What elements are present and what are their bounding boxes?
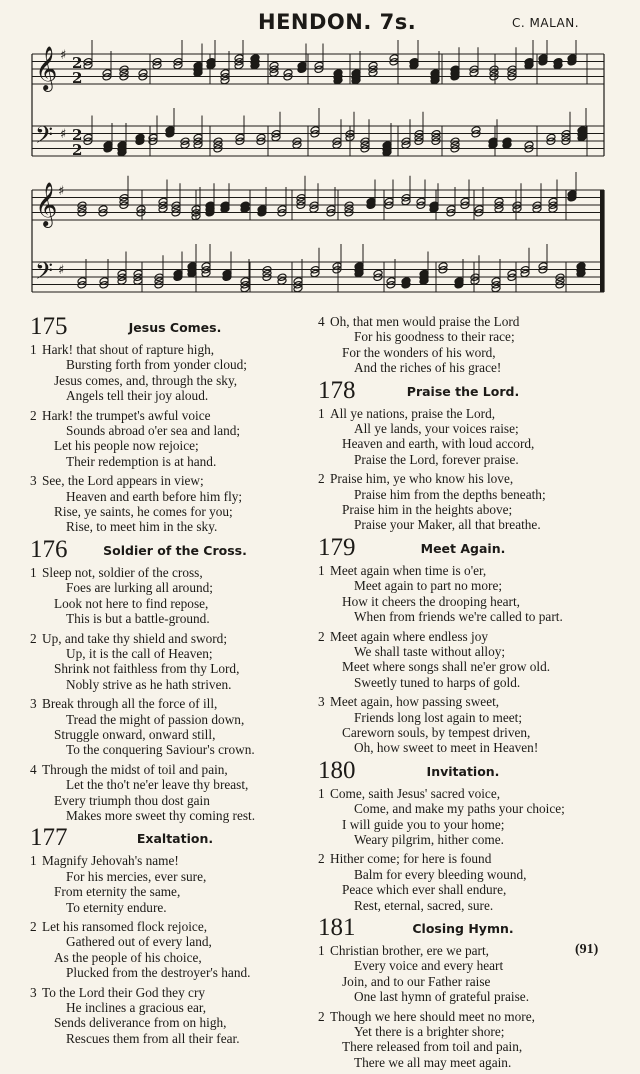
verse-text: Come, and make my paths your choice; xyxy=(354,801,565,817)
notehead xyxy=(269,69,279,78)
notehead xyxy=(271,133,281,142)
verse-line xyxy=(318,943,608,958)
verse-line xyxy=(30,423,320,438)
notehead xyxy=(201,269,211,278)
verse-line xyxy=(318,817,608,832)
hymn-number: 176 xyxy=(30,535,68,563)
stanza xyxy=(318,563,608,625)
verse-text: Up, and take thy shield and sword; xyxy=(42,630,228,646)
hymn-header xyxy=(318,914,608,943)
notehead xyxy=(494,205,504,214)
stanza-number: 2 xyxy=(318,851,325,867)
stanza xyxy=(318,851,608,913)
verse-line xyxy=(318,329,608,344)
hymn-title: Jesus Comes. xyxy=(128,320,222,335)
notehead xyxy=(83,61,93,70)
stanza xyxy=(318,694,608,756)
verse-text: Careworn souls, by tempest driven, xyxy=(342,724,531,740)
verse-line xyxy=(30,742,320,757)
verse-line xyxy=(318,436,608,451)
verse-line xyxy=(318,1055,608,1070)
verse-text: Balm for every bleeding wound, xyxy=(354,866,527,882)
hymn-number: 180 xyxy=(318,756,356,784)
verse-text: Praise him, ye who know his love, xyxy=(330,471,514,487)
verse-line xyxy=(318,644,608,659)
stanza xyxy=(318,943,608,1005)
verse-text: And the riches of his grace! xyxy=(354,360,502,376)
verse-line xyxy=(30,357,320,372)
hymn-block xyxy=(318,756,608,913)
verse-line xyxy=(318,502,608,517)
verse-text: Christian brother, ere we part, xyxy=(330,943,489,958)
stanza-number: 4 xyxy=(30,761,37,777)
verse-text: Sends deliverance from on high, xyxy=(54,1015,227,1031)
verse-text: To the conquering Saviour's crown. xyxy=(66,742,255,758)
hymn-number: 179 xyxy=(318,533,356,561)
verse-line xyxy=(30,373,320,388)
music-score xyxy=(30,40,608,306)
verse-line xyxy=(30,504,320,519)
treble-clef-icon: 𝄞 xyxy=(35,182,58,226)
stanza xyxy=(30,631,320,693)
verse-text: Every voice and every heart xyxy=(354,958,504,974)
stanza-number: 2 xyxy=(318,1008,325,1024)
stanza-number: 2 xyxy=(318,471,325,487)
verse-line xyxy=(30,408,320,423)
notehead xyxy=(512,205,522,214)
verse-text: Rescues them from all their fear. xyxy=(66,1030,240,1046)
verse-line xyxy=(30,661,320,676)
verse-line xyxy=(30,489,320,504)
verse-line xyxy=(318,882,608,897)
stanza-number: 1 xyxy=(30,342,37,357)
hymn-number: 175 xyxy=(30,313,68,340)
hymn-number: 178 xyxy=(318,376,356,404)
verse-text: Nobly strive as he hath striven. xyxy=(66,676,232,692)
stanza-number: 1 xyxy=(318,943,325,958)
verse-line xyxy=(30,869,320,884)
verse-line xyxy=(318,563,608,578)
verse-line xyxy=(30,646,320,661)
notehead xyxy=(491,284,501,293)
stanza-number: 3 xyxy=(30,984,37,1000)
verse-text: He inclines a gracious ear, xyxy=(66,1000,207,1016)
verse-text: Though we here should meet no more, xyxy=(330,1008,535,1024)
verse-line xyxy=(318,710,608,725)
stanza xyxy=(30,919,320,981)
verse-text: For the wonders of his word, xyxy=(342,344,496,360)
verse-line xyxy=(318,578,608,593)
notehead xyxy=(368,69,378,78)
notehead xyxy=(520,269,530,278)
hymn-header xyxy=(318,756,608,786)
verse-line xyxy=(318,867,608,882)
notehead xyxy=(292,141,302,150)
verse-line xyxy=(30,777,320,792)
verse-line xyxy=(318,517,608,532)
verse-text: Hither come; for here is found xyxy=(330,851,492,867)
verse-line xyxy=(30,388,320,403)
verse-text: For his mercies, ever sure, xyxy=(66,868,207,884)
bass-clef-icon: 𝄢 xyxy=(35,257,54,290)
verse-line xyxy=(30,580,320,595)
verse-text: Their redemption is at hand. xyxy=(66,453,217,469)
hymn-title: Praise the Lord. xyxy=(406,383,520,399)
hymn-number: 181 xyxy=(318,914,356,941)
verse-line xyxy=(30,884,320,899)
verse-text: Gathered out of every land, xyxy=(66,934,212,950)
verse-text: Praise him in the heights above; xyxy=(342,502,513,518)
verse-text: Meet where songs shall ne'er grow old. xyxy=(342,659,551,675)
stanza xyxy=(318,1009,608,1071)
sharp-icon: ♯ xyxy=(60,127,67,142)
sharp-icon: ♯ xyxy=(58,184,65,199)
verse-line xyxy=(318,786,608,801)
verse-text: Meet again to part no more; xyxy=(354,578,503,594)
notehead xyxy=(180,141,190,150)
verse-text: Break through all the force of ill, xyxy=(42,696,218,712)
verse-text: Heaven and earth, with loud accord, xyxy=(342,436,535,452)
notehead xyxy=(158,205,168,214)
verse-text: All ye nations, praise the Lord, xyxy=(330,405,496,421)
verse-line xyxy=(30,677,320,692)
stanza-number: 2 xyxy=(30,407,37,423)
verse-text: Weary pilgrim, hither come. xyxy=(354,831,504,847)
notehead xyxy=(469,69,479,78)
verse-line xyxy=(318,725,608,740)
notehead xyxy=(310,269,320,278)
verse-text: Praise the Lord, forever praise. xyxy=(354,451,519,467)
verse-text: Sounds abroad o'er sea and land; xyxy=(66,423,241,439)
verse-text: This is but a battle-ground. xyxy=(66,611,210,627)
notehead xyxy=(293,284,303,293)
verse-line xyxy=(30,1000,320,1015)
verse-line xyxy=(30,950,320,965)
verse-line xyxy=(318,594,608,609)
stanza xyxy=(30,565,320,627)
hymn-block xyxy=(318,376,608,533)
stanza-number: 2 xyxy=(30,919,37,934)
verse-text: Hark! the trumpet's awful voice xyxy=(42,407,211,423)
stanza xyxy=(30,408,320,470)
verse-text: There released from toil and pain, xyxy=(342,1039,523,1055)
stanza xyxy=(30,342,320,404)
verse-line xyxy=(318,898,608,913)
notehead xyxy=(152,61,162,70)
verse-line xyxy=(318,314,608,329)
verse-line xyxy=(318,1039,608,1054)
verse-text: Rise, ye saints, he comes for you; xyxy=(54,504,233,520)
verse-line xyxy=(318,989,608,1004)
verse-line xyxy=(30,900,320,915)
verse-line xyxy=(318,421,608,436)
stanza-number: 3 xyxy=(318,694,325,710)
verse-text: From eternity the same, xyxy=(54,884,181,900)
verse-text: Every triumph thou dost gain xyxy=(54,792,210,808)
time-signature-top: 2 xyxy=(72,54,83,72)
stanza-number: 1 xyxy=(30,853,37,869)
verse-line xyxy=(318,740,608,755)
verse-text: Jesus comes, and, through the sky, xyxy=(54,372,238,388)
verse-line xyxy=(30,611,320,626)
notehead xyxy=(332,141,342,150)
hymn-title: Closing Hymn. xyxy=(412,921,514,936)
hymn-title: Soldier of the Cross. xyxy=(103,542,247,558)
verse-text: Hark! that shout of rapture high, xyxy=(42,342,215,357)
verse-text: We shall taste without alloy; xyxy=(354,643,506,659)
verse-line xyxy=(318,958,608,973)
verse-text: Friends long lost again to meet; xyxy=(354,709,523,725)
stanza-number: 2 xyxy=(318,628,325,644)
stanza xyxy=(318,786,608,848)
verse-text: Sleep not, soldier of the cross, xyxy=(42,564,203,580)
hymn-block xyxy=(30,824,320,1046)
notehead xyxy=(401,141,411,150)
verse-text: Look not here to find repose, xyxy=(54,595,209,611)
verse-text: I will guide you to your home; xyxy=(342,816,505,832)
stanza-number: 4 xyxy=(318,314,325,329)
verse-line xyxy=(30,696,320,711)
verse-text: See, the Lord appears in view; xyxy=(42,473,204,489)
verse-text: Oh, that men would praise the Lord xyxy=(330,314,520,329)
verse-line xyxy=(30,808,320,823)
verse-text: Foes are lurking all around; xyxy=(66,580,213,596)
treble-clef-icon: 𝄞 xyxy=(35,46,58,90)
verse-line xyxy=(318,629,608,644)
verse-line xyxy=(30,853,320,868)
verse-line xyxy=(318,471,608,486)
verse-line xyxy=(318,452,608,467)
verse-line xyxy=(318,1024,608,1039)
notehead xyxy=(548,205,558,214)
stanza xyxy=(318,629,608,691)
verse-text: Praise him from the depths beneath; xyxy=(354,486,546,502)
verse-text: Let the tho't ne'er leave thy breast, xyxy=(66,777,249,793)
time-signature-top: 2 xyxy=(72,126,83,144)
sharp-icon: ♯ xyxy=(58,263,65,278)
stanza xyxy=(318,406,608,468)
hymn-block xyxy=(318,533,608,756)
verse-text: Yet there is a brighter shore; xyxy=(354,1024,505,1040)
verse-line xyxy=(30,454,320,469)
verse-line xyxy=(318,675,608,690)
notehead xyxy=(173,61,183,70)
verse-line xyxy=(318,406,608,421)
verse-text: Let his people now rejoice; xyxy=(54,438,199,454)
verse-text: Angels tell their joy aloud. xyxy=(66,388,209,404)
verse-text: Plucked from the destroyer's hand. xyxy=(66,965,251,981)
verse-text: Oh, how sweet to meet in Heaven! xyxy=(354,740,539,756)
verse-text: Rise, to meet him in the sky. xyxy=(66,519,218,535)
sharp-icon: ♯ xyxy=(60,48,67,63)
verse-line xyxy=(30,985,320,1000)
verse-text: There we all may meet again. xyxy=(354,1054,512,1070)
hymn-header xyxy=(30,535,320,565)
verse-text: Meet again where endless joy xyxy=(330,628,489,644)
verse-line xyxy=(30,762,320,777)
stanza xyxy=(30,762,320,824)
verse-text: Tread the might of passion down, xyxy=(66,711,245,727)
verse-text: Peace which ever shall endure, xyxy=(342,882,507,898)
verse-text: For his goodness to their race; xyxy=(354,329,515,345)
hymn-header xyxy=(30,824,320,853)
stanza xyxy=(318,471,608,533)
notehead xyxy=(401,197,411,206)
stanza-number: 1 xyxy=(318,405,325,421)
verse-text: Join, and to our Father raise xyxy=(342,973,491,989)
stanza xyxy=(30,473,320,535)
verse-text: As the people of his choice, xyxy=(54,949,202,965)
stanza-number: 1 xyxy=(318,562,325,578)
tune-title: HENDON. 7s. xyxy=(258,10,417,34)
verse-line xyxy=(30,631,320,646)
verse-text: Let his ransomed flock rejoice, xyxy=(42,919,208,934)
verse-text: Shrink not faithless from thy Lord, xyxy=(54,661,240,677)
composer-name: C. MALAN. xyxy=(512,16,580,30)
notehead xyxy=(193,141,203,150)
verse-text: Bursting forth from yonder cloud; xyxy=(66,357,247,373)
verse-line xyxy=(318,609,608,624)
notehead xyxy=(532,205,542,214)
verse-line xyxy=(318,832,608,847)
verse-text: All ye lands, your voices raise; xyxy=(354,421,519,437)
verse-line xyxy=(318,659,608,674)
stanza-number: 3 xyxy=(30,473,37,489)
left-column xyxy=(30,314,320,1050)
verse-line xyxy=(318,851,608,866)
hymn-header xyxy=(318,533,608,563)
verse-text: Sweetly tuned to harps of gold. xyxy=(354,674,521,690)
stanza xyxy=(318,314,608,376)
hymn-block xyxy=(318,314,608,376)
verse-line xyxy=(30,965,320,980)
hymn-title: Meet Again. xyxy=(420,540,506,556)
verse-line xyxy=(30,1015,320,1030)
verse-line xyxy=(30,934,320,949)
verse-line xyxy=(30,438,320,453)
verse-line xyxy=(30,519,320,534)
verse-text: Makes more sweet thy coming rest. xyxy=(66,807,256,823)
stanza xyxy=(30,853,320,915)
bass-clef-icon: 𝄢 xyxy=(35,121,54,154)
stanza xyxy=(30,696,320,758)
verse-line xyxy=(30,727,320,742)
verse-line xyxy=(30,596,320,611)
hymn-header xyxy=(30,313,320,342)
verse-text: Praise your Maker, all that breathe. xyxy=(354,517,541,533)
verse-text: To the Lord their God they cry xyxy=(42,984,206,1000)
hymn-number: 177 xyxy=(30,824,68,852)
hymn-title: Invitation. xyxy=(426,763,500,779)
verse-text: Struggle onward, onward still, xyxy=(54,726,216,742)
verse-line xyxy=(318,345,608,360)
verse-text: Magnify Jehovah's name! xyxy=(42,853,179,869)
page-number: (91) xyxy=(575,942,599,957)
verse-line xyxy=(318,974,608,989)
verse-text: Rest, eternal, sacred, sure. xyxy=(354,897,494,913)
stanza-number: 3 xyxy=(30,696,37,712)
notehead xyxy=(133,277,143,286)
verse-text: Meet again when time is o'er, xyxy=(330,562,487,578)
verse-line xyxy=(318,694,608,709)
verse-text: Through the midst of toil and pain, xyxy=(42,761,228,777)
verse-text: How it cheers the drooping heart, xyxy=(342,593,520,609)
notehead xyxy=(470,277,480,286)
verse-line xyxy=(30,919,320,934)
hymn-block xyxy=(30,535,320,824)
verse-line xyxy=(30,342,320,357)
verse-line xyxy=(30,1031,320,1046)
verse-line xyxy=(30,565,320,580)
time-signature-bottom: 2 xyxy=(72,69,83,87)
verse-text: Up, it is the call of Heaven; xyxy=(66,645,213,661)
verse-line xyxy=(30,793,320,808)
stanza-number: 1 xyxy=(30,564,37,580)
notehead xyxy=(240,284,250,293)
verse-line xyxy=(318,487,608,502)
verse-text: Heaven and earth before him fly; xyxy=(66,488,243,504)
notehead xyxy=(234,61,244,70)
hymn-title: Exaltation. xyxy=(136,831,214,847)
verse-text: Meet again, how passing sweet, xyxy=(330,694,500,710)
verse-text: To eternity endure. xyxy=(66,899,167,915)
hymn-block xyxy=(30,313,320,535)
right-column xyxy=(318,314,608,1074)
verse-line xyxy=(30,712,320,727)
notehead xyxy=(117,277,127,286)
verse-line xyxy=(318,801,608,816)
time-signature-bottom: 2 xyxy=(72,141,83,159)
stanza-number: 1 xyxy=(318,785,325,801)
stanza xyxy=(30,985,320,1047)
notehead xyxy=(220,76,230,85)
hymn-block xyxy=(318,914,608,1070)
verse-line xyxy=(318,1009,608,1024)
verse-line xyxy=(318,360,608,375)
verse-text: When from friends we're called to part. xyxy=(354,609,563,625)
hymn-header xyxy=(318,376,608,406)
verse-text: Come, saith Jesus' sacred voice, xyxy=(330,785,501,801)
stanza-number: 2 xyxy=(30,630,37,646)
verse-text: One last hymn of grateful praise. xyxy=(354,989,530,1005)
verse-line xyxy=(30,473,320,488)
notehead xyxy=(277,277,287,286)
notehead xyxy=(309,205,319,214)
